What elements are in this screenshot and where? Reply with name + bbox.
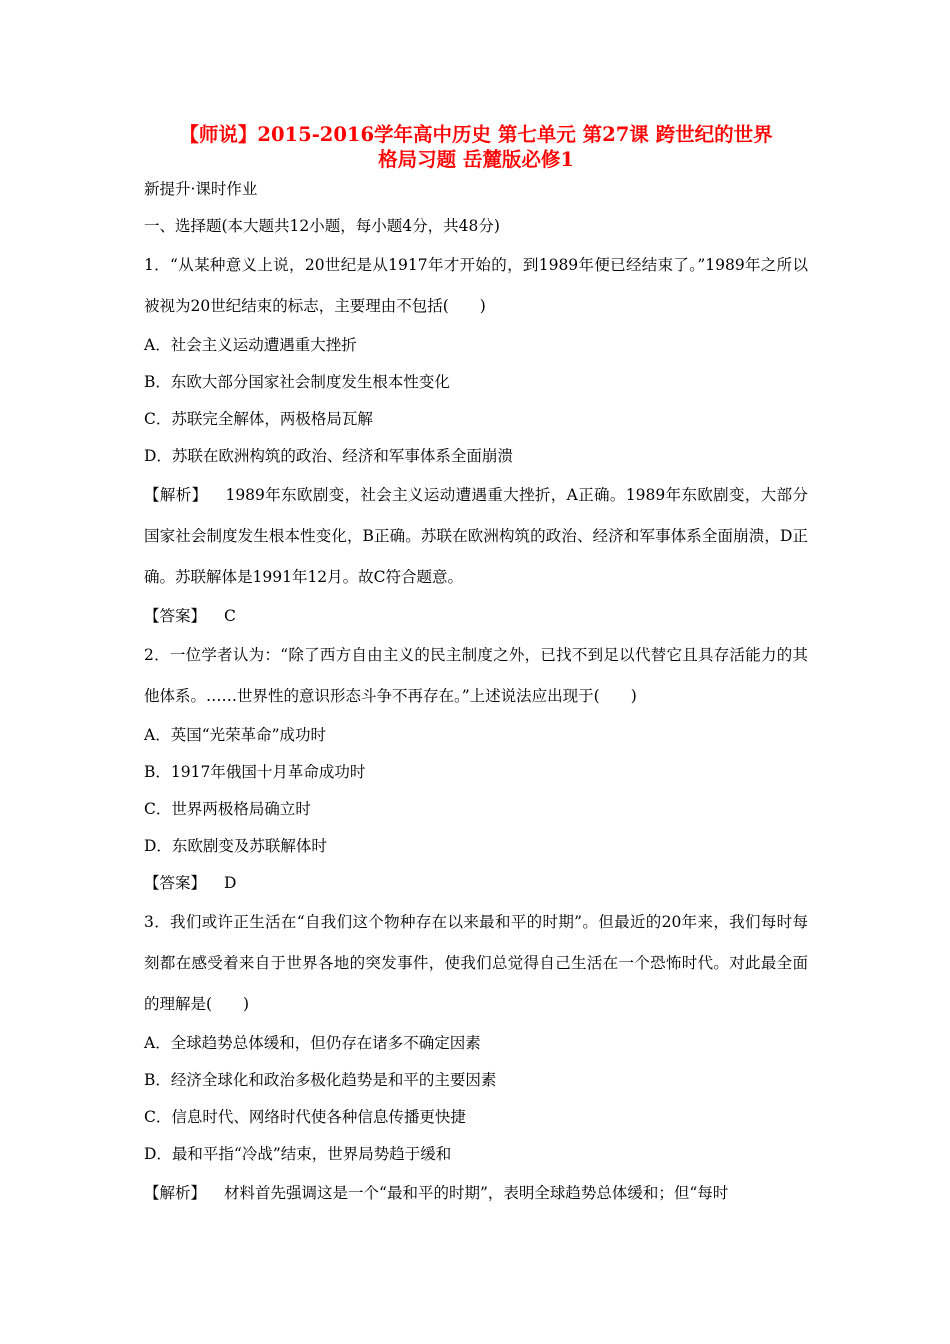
- question-3-analysis: [144, 1173, 808, 1214]
- question-3-option-d: D．最和平指“冷战”结束，世界局势趋于缓和: [144, 1145, 452, 1163]
- question-1-analysis: [144, 475, 808, 598]
- question-2-stem: 2．一位学者认为：“除了西方自由主义的民主制度之外，已找不到足以代替它且具存活能力的其他体系。……世界性的意识形态斗争不再存在。”上述说法应出现于( ): [144, 646, 808, 705]
- question-1-option-c: C．苏联完全解体，两极格局瓦解: [144, 410, 373, 428]
- answer-value: C: [224, 607, 236, 625]
- document-page: [144, 122, 808, 1214]
- question-1-stem: 1．“从某种意义上说，20世纪是从1917年才开始的，到1989年便已经结束了。”1989年之所以被视为20世纪结束的标志，主要理由不包括( ): [144, 256, 808, 315]
- question-1-option-a: A．社会主义运动遭遇重大挫折: [144, 336, 357, 354]
- subtitle: 新提升·课时作业: [144, 180, 258, 198]
- answer-value: D: [224, 874, 237, 892]
- question-2-option-a: A．英国“光荣革命”成功时: [144, 726, 327, 744]
- question-2-option-c: C．世界两极格局确立时: [144, 800, 311, 818]
- title-line-2: 格局习题 岳麓版必修1: [378, 148, 574, 171]
- analysis-label: 【解析】: [144, 1184, 207, 1202]
- analysis-text: 材料首先强调这是一个“最和平的时期”，表明全球趋势总体缓和；但“每时: [224, 1184, 729, 1202]
- question-3-option-b: B．经济全球化和政治多极化趋势是和平的主要因素: [144, 1071, 497, 1089]
- question-1-answer: [144, 598, 808, 635]
- answer-label: 【答案】: [144, 874, 207, 892]
- section-heading: 一、选择题(本大题共12小题，每小题4分，共48分): [144, 217, 500, 235]
- question-1-option-b: B．东欧大部分国家社会制度发生根本性变化: [144, 373, 450, 391]
- question-3-option-c: C．信息时代、网络时代使各种信息传播更快捷: [144, 1108, 466, 1126]
- analysis-label: 【解析】: [144, 486, 208, 504]
- answer-label: 【答案】: [144, 607, 207, 625]
- title-line-1: 【师说】2015-2016学年高中历史 第七单元 第27课 跨世纪的世界: [179, 123, 773, 146]
- question-3-option-a: A．全球趋势总体缓和，但仍存在诸多不确定因素: [144, 1034, 481, 1052]
- question-2-answer: [144, 865, 808, 902]
- analysis-text: 1989年东欧剧变，社会主义运动遭遇重大挫折，A正确。1989年东欧剧变，大部分国家社会制度发生根本性变化，B正确。苏联在欧洲构筑的政治、经济和军事体系全面崩溃，D正确。苏联解体是1991年12月。故C符合题意。: [144, 486, 808, 586]
- question-2-option-b: B．1917年俄国十月革命成功时: [144, 763, 366, 781]
- question-2-option-d: D．东欧剧变及苏联解体时: [144, 837, 327, 855]
- question-1-option-d: D．苏联在欧洲构筑的政治、经济和军事体系全面崩溃: [144, 447, 513, 465]
- question-3-stem: 3．我们或许正生活在“自我们这个物种存在以来最和平的时期”。但最近的20年来，我们每时每刻都在感受着来自于世界各地的突发事件，使我们总觉得自己生活在一个恐怖时代。对此最全面的理解是( ): [144, 913, 808, 1013]
- document-title: [138, 122, 814, 172]
